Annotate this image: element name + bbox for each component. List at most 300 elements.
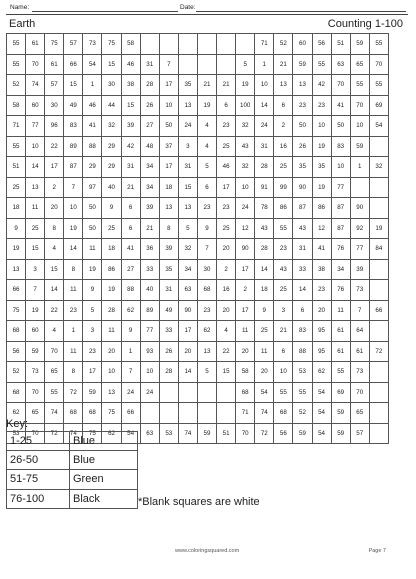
- grid-cell[interactable]: 72: [64, 382, 83, 403]
- grid-cell[interactable]: 43: [274, 259, 293, 280]
- grid-cell[interactable]: 59: [197, 423, 216, 444]
- grid-cell[interactable]: 89: [64, 136, 83, 157]
- grid-cell[interactable]: 87: [331, 218, 350, 239]
- grid-cell[interactable]: 17: [83, 362, 102, 383]
- grid-cell[interactable]: 8: [159, 218, 178, 239]
- grid-cell[interactable]: 41: [312, 239, 331, 260]
- name-field[interactable]: [32, 11, 178, 12]
- grid-cell[interactable]: 59: [83, 382, 102, 403]
- grid-cell[interactable]: [140, 403, 159, 424]
- grid-cell[interactable]: 29: [102, 136, 121, 157]
- grid-cell[interactable]: 41: [83, 116, 102, 137]
- grid-cell[interactable]: 20: [45, 198, 64, 219]
- grid-cell[interactable]: [178, 403, 197, 424]
- grid-cell[interactable]: 50: [83, 218, 102, 239]
- grid-cell[interactable]: 10: [26, 136, 45, 157]
- grid-cell[interactable]: 11: [64, 341, 83, 362]
- grid-cell[interactable]: 28: [140, 75, 159, 96]
- grid-cell[interactable]: 99: [274, 177, 293, 198]
- grid-cell[interactable]: 87: [293, 198, 312, 219]
- grid-cell[interactable]: 61: [45, 54, 64, 75]
- grid-cell[interactable]: 54: [312, 423, 331, 444]
- grid-cell[interactable]: [178, 54, 197, 75]
- grid-cell[interactable]: 53: [293, 362, 312, 383]
- grid-cell[interactable]: 73: [83, 34, 102, 55]
- grid-cell[interactable]: 4: [45, 321, 64, 342]
- grid-cell[interactable]: 97: [83, 177, 102, 198]
- grid-cell[interactable]: 28: [102, 300, 121, 321]
- grid-cell[interactable]: 75: [45, 34, 64, 55]
- grid-cell[interactable]: 2: [236, 280, 255, 301]
- grid-cell[interactable]: 24: [255, 116, 274, 137]
- grid-cell[interactable]: 15: [102, 54, 121, 75]
- grid-cell[interactable]: 19: [26, 300, 45, 321]
- grid-cell[interactable]: 22: [45, 136, 64, 157]
- grid-cell[interactable]: 13: [274, 75, 293, 96]
- grid-cell[interactable]: 14: [178, 362, 197, 383]
- grid-cell[interactable]: 70: [236, 423, 255, 444]
- grid-cell[interactable]: 70: [369, 54, 388, 75]
- grid-cell[interactable]: 20: [217, 300, 236, 321]
- grid-cell[interactable]: 57: [64, 34, 83, 55]
- grid-cell[interactable]: 72: [369, 341, 388, 362]
- grid-cell[interactable]: 90: [178, 300, 197, 321]
- grid-cell[interactable]: 23: [197, 198, 216, 219]
- grid-cell[interactable]: 36: [140, 239, 159, 260]
- grid-cell[interactable]: 21: [217, 75, 236, 96]
- grid-cell[interactable]: [369, 423, 388, 444]
- grid-cell[interactable]: 19: [64, 218, 83, 239]
- grid-cell[interactable]: 10: [140, 362, 159, 383]
- grid-cell[interactable]: 83: [293, 321, 312, 342]
- grid-cell[interactable]: 28: [159, 362, 178, 383]
- grid-cell[interactable]: 62: [7, 403, 26, 424]
- grid-cell[interactable]: 11: [102, 321, 121, 342]
- grid-cell[interactable]: 15: [26, 239, 45, 260]
- grid-cell[interactable]: 3: [178, 136, 197, 157]
- grid-cell[interactable]: 35: [178, 75, 197, 96]
- grid-cell[interactable]: 68: [197, 280, 216, 301]
- grid-cell[interactable]: 61: [350, 341, 369, 362]
- grid-cell[interactable]: 32: [236, 157, 255, 178]
- grid-cell[interactable]: 29: [83, 157, 102, 178]
- grid-cell[interactable]: 76: [331, 239, 350, 260]
- grid-cell[interactable]: 19: [7, 239, 26, 260]
- grid-cell[interactable]: [159, 403, 178, 424]
- grid-cell[interactable]: 59: [293, 54, 312, 75]
- grid-cell[interactable]: 20: [312, 300, 331, 321]
- grid-cell[interactable]: 6: [274, 95, 293, 116]
- grid-cell[interactable]: 71: [7, 116, 26, 137]
- grid-cell[interactable]: 5: [197, 362, 216, 383]
- grid-cell[interactable]: 55: [369, 34, 388, 55]
- grid-cell[interactable]: 35: [159, 259, 178, 280]
- grid-cell[interactable]: 68: [236, 382, 255, 403]
- grid-cell[interactable]: 9: [83, 280, 102, 301]
- grid-cell[interactable]: 77: [140, 321, 159, 342]
- grid-cell[interactable]: 37: [159, 136, 178, 157]
- grid-cell[interactable]: 29: [102, 157, 121, 178]
- grid-cell[interactable]: 52: [7, 75, 26, 96]
- grid-cell[interactable]: 13: [197, 341, 216, 362]
- grid-cell[interactable]: 28: [255, 157, 274, 178]
- grid-cell[interactable]: 54: [121, 423, 140, 444]
- grid-cell[interactable]: 35: [312, 157, 331, 178]
- grid-cell[interactable]: 15: [217, 362, 236, 383]
- grid-cell[interactable]: 30: [45, 95, 64, 116]
- grid-cell[interactable]: 55: [7, 34, 26, 55]
- grid-cell[interactable]: 9: [7, 218, 26, 239]
- grid-cell[interactable]: 10: [312, 116, 331, 137]
- grid-cell[interactable]: 34: [140, 177, 159, 198]
- grid-cell[interactable]: 70: [350, 382, 369, 403]
- grid-cell[interactable]: 55: [312, 54, 331, 75]
- grid-cell[interactable]: 58: [236, 362, 255, 383]
- grid-cell[interactable]: 68: [7, 321, 26, 342]
- grid-cell[interactable]: 66: [64, 54, 83, 75]
- grid-cell[interactable]: 84: [369, 239, 388, 260]
- grid-cell[interactable]: 12: [236, 218, 255, 239]
- grid-cell[interactable]: 19: [236, 75, 255, 96]
- grid-cell[interactable]: 23: [217, 116, 236, 137]
- grid-cell[interactable]: 21: [197, 75, 216, 96]
- grid-cell[interactable]: 24: [121, 382, 140, 403]
- grid-cell[interactable]: 41: [331, 95, 350, 116]
- grid-cell[interactable]: 51: [7, 157, 26, 178]
- grid-cell[interactable]: 2: [274, 116, 293, 137]
- grid-cell[interactable]: 55: [7, 54, 26, 75]
- grid-cell[interactable]: [369, 403, 388, 424]
- grid-cell[interactable]: 13: [7, 259, 26, 280]
- grid-cell[interactable]: 88: [293, 341, 312, 362]
- grid-cell[interactable]: 20: [102, 341, 121, 362]
- grid-cell[interactable]: 28: [255, 239, 274, 260]
- grid-cell[interactable]: 1: [83, 75, 102, 96]
- grid-cell[interactable]: 88: [83, 136, 102, 157]
- grid-cell[interactable]: 59: [331, 403, 350, 424]
- grid-cell[interactable]: 21: [121, 177, 140, 198]
- grid-cell[interactable]: 73: [350, 362, 369, 383]
- grid-cell[interactable]: 74: [26, 75, 45, 96]
- grid-cell[interactable]: 41: [121, 239, 140, 260]
- grid-cell[interactable]: 7: [350, 300, 369, 321]
- grid-cell[interactable]: 86: [312, 198, 331, 219]
- grid-cell[interactable]: 10: [350, 116, 369, 137]
- grid-cell[interactable]: 31: [140, 54, 159, 75]
- grid-cell[interactable]: 52: [293, 403, 312, 424]
- grid-cell[interactable]: 13: [159, 198, 178, 219]
- grid-cell[interactable]: 70: [350, 95, 369, 116]
- grid-cell[interactable]: 4: [197, 136, 216, 157]
- grid-cell[interactable]: 17: [178, 321, 197, 342]
- grid-cell[interactable]: 73: [350, 280, 369, 301]
- grid-cell[interactable]: 54: [83, 54, 102, 75]
- grid-cell[interactable]: 66: [121, 403, 140, 424]
- grid-cell[interactable]: 46: [83, 95, 102, 116]
- grid-cell[interactable]: 10: [274, 362, 293, 383]
- grid-cell[interactable]: 25: [102, 218, 121, 239]
- grid-cell[interactable]: 9: [121, 321, 140, 342]
- grid-cell[interactable]: 55: [274, 382, 293, 403]
- grid-cell[interactable]: 7: [159, 54, 178, 75]
- grid-cell[interactable]: 21: [274, 54, 293, 75]
- grid-cell[interactable]: 15: [178, 177, 197, 198]
- grid-cell[interactable]: 11: [331, 300, 350, 321]
- grid-cell[interactable]: 12: [312, 218, 331, 239]
- grid-cell[interactable]: 50: [293, 116, 312, 137]
- grid-cell[interactable]: 7: [197, 239, 216, 260]
- grid-cell[interactable]: 14: [255, 95, 274, 116]
- grid-cell[interactable]: 54: [312, 382, 331, 403]
- grid-cell[interactable]: 75: [7, 300, 26, 321]
- grid-cell[interactable]: 17: [236, 259, 255, 280]
- grid-cell[interactable]: 70: [331, 75, 350, 96]
- grid-cell[interactable]: 7: [64, 177, 83, 198]
- grid-cell[interactable]: 62: [102, 423, 121, 444]
- grid-cell[interactable]: 61: [26, 34, 45, 55]
- grid-cell[interactable]: 56: [312, 34, 331, 55]
- grid-cell[interactable]: 55: [350, 75, 369, 96]
- grid-cell[interactable]: 87: [331, 198, 350, 219]
- grid-cell[interactable]: 18: [159, 177, 178, 198]
- grid-cell[interactable]: 55: [45, 382, 64, 403]
- grid-cell[interactable]: 32: [102, 116, 121, 137]
- grid-cell[interactable]: 31: [255, 136, 274, 157]
- grid-cell[interactable]: 4: [45, 239, 64, 260]
- grid-cell[interactable]: 34: [331, 259, 350, 280]
- grid-cell[interactable]: 77: [331, 177, 350, 198]
- grid-cell[interactable]: 91: [255, 177, 274, 198]
- grid-cell[interactable]: 10: [236, 177, 255, 198]
- grid-cell[interactable]: 24: [140, 382, 159, 403]
- grid-cell[interactable]: 64: [350, 321, 369, 342]
- grid-cell[interactable]: 6: [121, 198, 140, 219]
- grid-cell[interactable]: [178, 34, 197, 55]
- grid-cell[interactable]: [369, 362, 388, 383]
- grid-cell[interactable]: 23: [274, 239, 293, 260]
- grid-cell[interactable]: 43: [293, 218, 312, 239]
- grid-cell[interactable]: 68: [7, 382, 26, 403]
- grid-cell[interactable]: 33: [293, 259, 312, 280]
- grid-cell[interactable]: [369, 177, 388, 198]
- grid-cell[interactable]: 73: [26, 362, 45, 383]
- grid-cell[interactable]: 23: [217, 198, 236, 219]
- grid-cell[interactable]: 62: [121, 300, 140, 321]
- grid-cell[interactable]: 46: [121, 54, 140, 75]
- grid-cell[interactable]: 8: [45, 218, 64, 239]
- grid-cell[interactable]: 6: [274, 341, 293, 362]
- grid-cell[interactable]: 61: [331, 321, 350, 342]
- grid-cell[interactable]: 55: [293, 382, 312, 403]
- grid-cell[interactable]: 38: [121, 75, 140, 96]
- grid-cell[interactable]: 3: [274, 300, 293, 321]
- grid-cell[interactable]: 70: [26, 382, 45, 403]
- grid-cell[interactable]: 62: [312, 362, 331, 383]
- grid-cell[interactable]: 39: [159, 239, 178, 260]
- grid-cell[interactable]: 17: [236, 300, 255, 321]
- grid-cell[interactable]: 69: [369, 95, 388, 116]
- grid-cell[interactable]: 19: [83, 259, 102, 280]
- grid-cell[interactable]: 75: [83, 423, 102, 444]
- grid-cell[interactable]: 55: [274, 218, 293, 239]
- grid-cell[interactable]: 68: [274, 403, 293, 424]
- grid-cell[interactable]: 43: [236, 136, 255, 157]
- grid-cell[interactable]: 3: [83, 321, 102, 342]
- grid-cell[interactable]: 1: [255, 54, 274, 75]
- grid-cell[interactable]: 7: [121, 362, 140, 383]
- grid-cell[interactable]: 25: [274, 280, 293, 301]
- grid-cell[interactable]: 27: [121, 259, 140, 280]
- grid-cell[interactable]: 68: [83, 403, 102, 424]
- grid-cell[interactable]: [369, 259, 388, 280]
- grid-cell[interactable]: 30: [197, 259, 216, 280]
- grid-cell[interactable]: 59: [293, 423, 312, 444]
- grid-cell[interactable]: 23: [312, 280, 331, 301]
- grid-cell[interactable]: 57: [45, 75, 64, 96]
- grid-cell[interactable]: 50: [331, 116, 350, 137]
- grid-cell[interactable]: 13: [178, 95, 197, 116]
- grid-cell[interactable]: 11: [236, 321, 255, 342]
- grid-cell[interactable]: 14: [26, 157, 45, 178]
- grid-cell[interactable]: 17: [159, 75, 178, 96]
- grid-cell[interactable]: [197, 382, 216, 403]
- grid-cell[interactable]: 38: [312, 259, 331, 280]
- grid-cell[interactable]: 95: [312, 341, 331, 362]
- grid-cell[interactable]: 23: [312, 95, 331, 116]
- grid-cell[interactable]: 66: [369, 300, 388, 321]
- grid-cell[interactable]: 56: [274, 423, 293, 444]
- grid-cell[interactable]: 11: [26, 198, 45, 219]
- grid-cell[interactable]: 17: [159, 157, 178, 178]
- grid-cell[interactable]: 34: [178, 259, 197, 280]
- grid-cell[interactable]: 53: [7, 423, 26, 444]
- grid-cell[interactable]: 25: [7, 177, 26, 198]
- grid-cell[interactable]: 25: [26, 218, 45, 239]
- grid-cell[interactable]: 78: [255, 198, 274, 219]
- grid-cell[interactable]: 25: [217, 218, 236, 239]
- grid-cell[interactable]: 49: [159, 300, 178, 321]
- grid-cell[interactable]: 58: [7, 95, 26, 116]
- grid-cell[interactable]: 77: [350, 239, 369, 260]
- grid-cell[interactable]: 20: [236, 341, 255, 362]
- grid-cell[interactable]: 72: [45, 423, 64, 444]
- grid-cell[interactable]: 54: [369, 116, 388, 137]
- grid-cell[interactable]: [197, 54, 216, 75]
- grid-cell[interactable]: 20: [178, 341, 197, 362]
- grid-cell[interactable]: 19: [312, 136, 331, 157]
- grid-cell[interactable]: 72: [255, 423, 274, 444]
- grid-cell[interactable]: 74: [64, 423, 83, 444]
- grid-cell[interactable]: 65: [350, 54, 369, 75]
- grid-cell[interactable]: [140, 34, 159, 55]
- grid-cell[interactable]: 14: [293, 280, 312, 301]
- grid-cell[interactable]: 20: [217, 239, 236, 260]
- grid-cell[interactable]: 60: [26, 321, 45, 342]
- grid-cell[interactable]: 43: [255, 218, 274, 239]
- grid-cell[interactable]: 5: [83, 300, 102, 321]
- grid-cell[interactable]: 18: [255, 280, 274, 301]
- grid-cell[interactable]: 8: [64, 259, 83, 280]
- grid-cell[interactable]: 75: [102, 34, 121, 55]
- grid-cell[interactable]: [159, 34, 178, 55]
- grid-cell[interactable]: 9: [102, 198, 121, 219]
- grid-cell[interactable]: 11: [64, 280, 83, 301]
- grid-cell[interactable]: [369, 280, 388, 301]
- grid-cell[interactable]: 33: [159, 321, 178, 342]
- grid-cell[interactable]: 23: [64, 300, 83, 321]
- grid-cell[interactable]: 32: [236, 116, 255, 137]
- grid-cell[interactable]: 9: [255, 300, 274, 321]
- grid-cell[interactable]: 60: [26, 95, 45, 116]
- grid-cell[interactable]: 76: [331, 280, 350, 301]
- grid-cell[interactable]: 55: [7, 136, 26, 157]
- grid-cell[interactable]: 55: [331, 362, 350, 383]
- grid-cell[interactable]: 24: [236, 198, 255, 219]
- grid-cell[interactable]: 25: [274, 157, 293, 178]
- grid-cell[interactable]: 70: [45, 341, 64, 362]
- grid-cell[interactable]: 22: [217, 341, 236, 362]
- grid-cell[interactable]: 69: [331, 382, 350, 403]
- grid-cell[interactable]: 10: [102, 362, 121, 383]
- grid-cell[interactable]: [159, 382, 178, 403]
- grid-cell[interactable]: 2: [45, 177, 64, 198]
- grid-cell[interactable]: 26: [140, 95, 159, 116]
- grid-cell[interactable]: 16: [274, 136, 293, 157]
- grid-cell[interactable]: [369, 198, 388, 219]
- grid-cell[interactable]: [217, 54, 236, 75]
- grid-cell[interactable]: 24: [178, 116, 197, 137]
- grid-cell[interactable]: 13: [102, 382, 121, 403]
- grid-cell[interactable]: 30: [102, 75, 121, 96]
- grid-cell[interactable]: 88: [121, 280, 140, 301]
- grid-cell[interactable]: 5: [178, 218, 197, 239]
- grid-cell[interactable]: 17: [45, 157, 64, 178]
- grid-cell[interactable]: 4: [217, 321, 236, 342]
- grid-cell[interactable]: 60: [293, 34, 312, 55]
- grid-cell[interactable]: 50: [159, 116, 178, 137]
- grid-cell[interactable]: 11: [83, 239, 102, 260]
- grid-cell[interactable]: 52: [7, 362, 26, 383]
- grid-cell[interactable]: 32: [178, 239, 197, 260]
- grid-cell[interactable]: 56: [7, 341, 26, 362]
- grid-cell[interactable]: 46: [217, 157, 236, 178]
- grid-cell[interactable]: 14: [45, 280, 64, 301]
- grid-cell[interactable]: 90: [236, 239, 255, 260]
- date-field[interactable]: [196, 11, 406, 12]
- grid-cell[interactable]: 19: [197, 95, 216, 116]
- grid-cell[interactable]: 32: [369, 157, 388, 178]
- grid-cell[interactable]: 59: [26, 341, 45, 362]
- grid-cell[interactable]: 6: [197, 177, 216, 198]
- grid-cell[interactable]: 23: [83, 341, 102, 362]
- grid-cell[interactable]: 20: [255, 362, 274, 383]
- grid-cell[interactable]: 18: [7, 198, 26, 219]
- grid-cell[interactable]: 3: [26, 259, 45, 280]
- grid-cell[interactable]: 25: [217, 136, 236, 157]
- grid-cell[interactable]: 75: [102, 403, 121, 424]
- grid-cell[interactable]: 44: [102, 95, 121, 116]
- grid-cell[interactable]: 90: [350, 198, 369, 219]
- grid-cell[interactable]: 21: [274, 321, 293, 342]
- grid-cell[interactable]: 15: [45, 259, 64, 280]
- grid-cell[interactable]: [197, 34, 216, 55]
- grid-cell[interactable]: 96: [45, 116, 64, 137]
- grid-cell[interactable]: 23: [197, 300, 216, 321]
- grid-cell[interactable]: 90: [293, 177, 312, 198]
- grid-cell[interactable]: 58: [121, 34, 140, 55]
- grid-cell[interactable]: 65: [26, 403, 45, 424]
- grid-cell[interactable]: 2: [217, 259, 236, 280]
